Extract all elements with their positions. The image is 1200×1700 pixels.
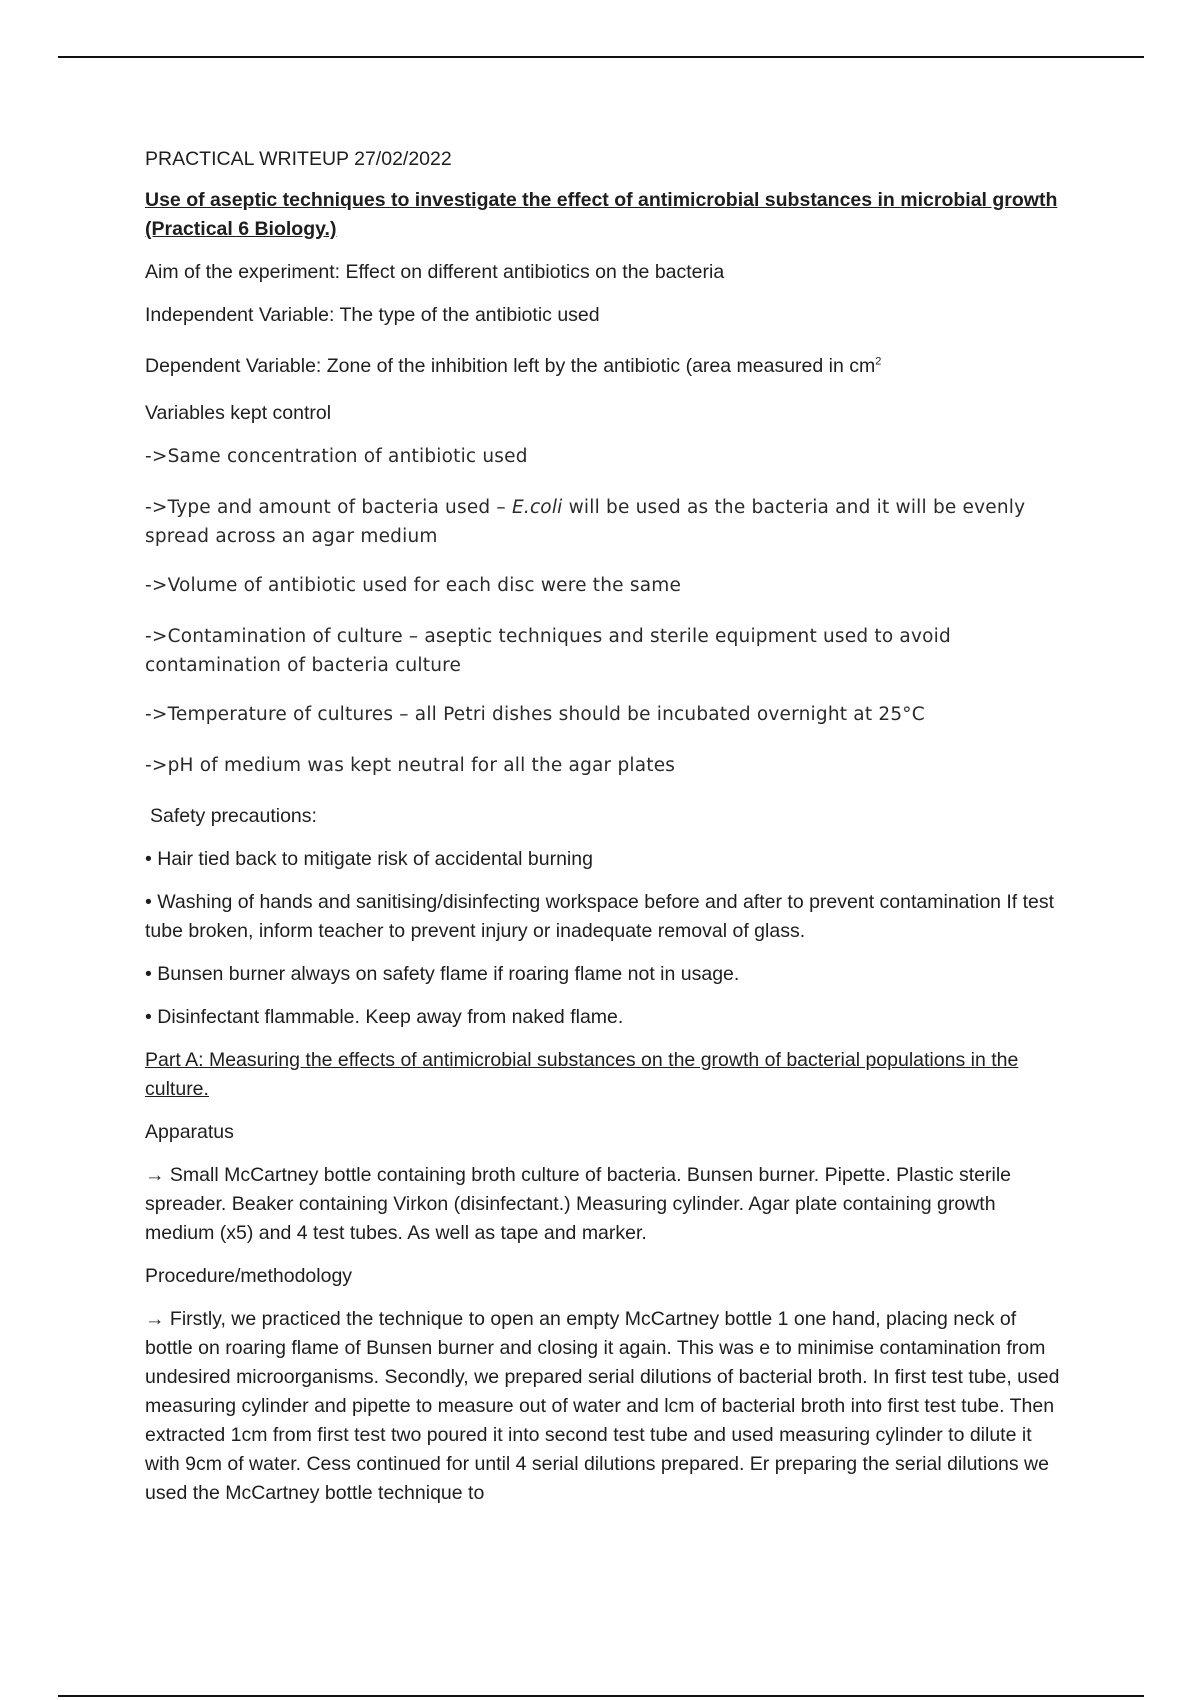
- control-bacteria-text-b: will be used as the bacteria and it will be evenly spread across an agar medium: [145, 497, 1026, 547]
- aim-line: Aim of the experiment: Effect on different antibiotics on the bacteria: [145, 261, 725, 283]
- safety-item-bunsen: • Bunsen burner always on safety flame if roaring flame not in usage.: [145, 963, 740, 985]
- procedure-heading: Procedure/methodology: [145, 1265, 353, 1287]
- dependent-variable-line: [145, 352, 1065, 381]
- control-bacteria: [145, 493, 1065, 551]
- part-a-period: .: [203, 1078, 209, 1100]
- control-concentration: ->Same concentration of antibiotic used: [145, 446, 528, 467]
- safety-heading: Safety precautions:: [150, 805, 317, 827]
- safety-item-disinfectant: • Disinfectant flammable. Keep away from naked flame.: [145, 1006, 624, 1028]
- control-bacteria-text-a: ->Type and amount of bacteria used –: [145, 497, 512, 518]
- safety-item-washing: • Washing of hands and sanitising/disinfecting workspace before and after to prevent contamination If test tube broken, inform teacher to prevent injury or inadequate removal of glass.: [145, 891, 1055, 942]
- control-bacteria-species: E.coli: [511, 497, 563, 518]
- document-title: Use of aseptic techniques to investigate the effect of antimicrobial substances in microbial growth (Practical 6 Biology.): [145, 189, 1058, 240]
- bottom-rule: [58, 1695, 1144, 1697]
- top-rule: [58, 56, 1144, 58]
- control-ph: ->pH of medium was kept neutral for all the agar plates: [145, 755, 676, 776]
- document-header: PRACTICAL WRITEUP 27/02/2022: [145, 148, 452, 170]
- apparatus-text: → Small McCartney bottle containing broth culture of bacteria. Bunsen burner. Pipette. Plastic sterile spreader. Beaker containing Virkon (disinfectant.) Measuring cylinder. Agar plate containing growth medium (x5) and 4 test tubes. As well as tape and marker.: [145, 1164, 1012, 1244]
- variables-heading: Variables kept control: [145, 402, 332, 424]
- control-temperature: ->Temperature of cultures – all Petri dishes should be incubated overnight at 25°C: [145, 704, 925, 725]
- dependent-variable-superscript: 2: [875, 355, 882, 368]
- document-page: [145, 145, 1065, 1508]
- procedure-text: → Firstly, we practiced the technique to open an empty McCartney bottle 1 one hand, placing neck of bottle on roaring flame of Bunsen burner and closing it again. This was e to minimise contamination from undesired microorganisms. Secondly, we prepared serial dilutions of bacterial broth. In first test tube, used measuring cylinder and pipette to measure out of water and lcm of bacterial broth into first test tube. Then extracted 1cm from first test two poured it into second test tube and used measuring cylinder to dilute it with 9cm of water. Cess continued for until 4 serial dilutions prepared. Er preparing the serial dilutions we used the McCartney bottle technique to: [145, 1308, 1060, 1504]
- safety-item-hair: • Hair tied back to mitigate risk of accidental burning: [145, 848, 593, 870]
- control-volume: ->Volume of antibiotic used for each disc were the same: [145, 575, 682, 596]
- apparatus-heading: Apparatus: [145, 1121, 234, 1143]
- dependent-variable-text: Dependent Variable: Zone of the inhibition left by the antibiotic (area measured in cm: [145, 355, 876, 377]
- part-a-heading: [145, 1046, 1065, 1104]
- independent-variable-line: Independent Variable: The type of the antibiotic used: [145, 304, 600, 326]
- part-a-text: Part A: Measuring the effects of antimicrobial substances on the growth of bacterial populations in the culture: [145, 1049, 1019, 1100]
- control-contamination: ->Contamination of culture – aseptic techniques and sterile equipment used to avoid contamination of bacteria culture: [145, 626, 951, 676]
